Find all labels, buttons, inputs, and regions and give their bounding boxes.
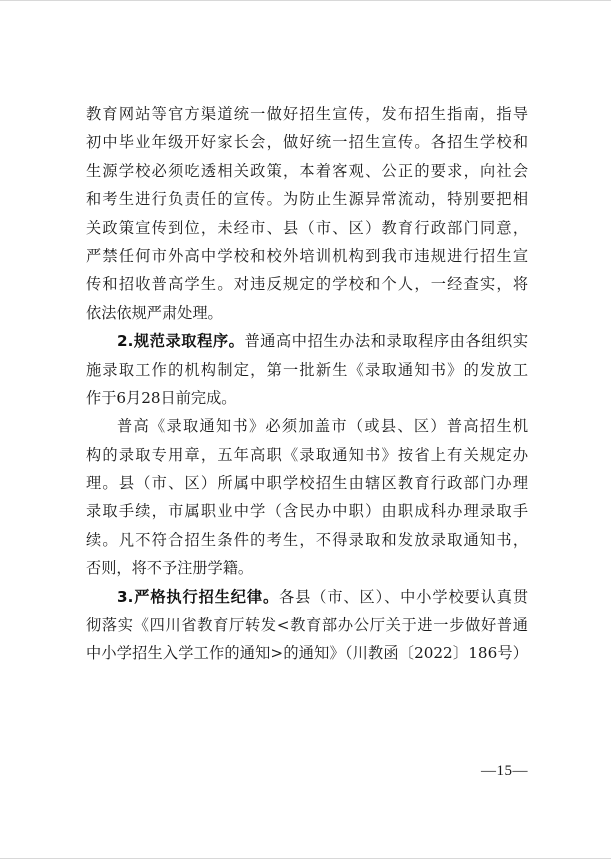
document-body (86, 100, 528, 668)
text-line: 否则，将不予注册学籍。 (86, 559, 254, 578)
text-line: 施录取工作的机构制定，第一批新生《录取通知书》的发放工 (86, 360, 528, 379)
text-line: 作于6月28日前完成。 (86, 388, 237, 407)
text-run: 各县（市、区）、中小学校要认真贯 (279, 587, 529, 606)
text-line: 教育网站等官方渠道统一做好招生宣传，发布招生指南，指导 (86, 105, 528, 123)
text-run: 普通高中招生办法和录取程序由各组织实 (244, 332, 529, 351)
section-heading: 3.严格执行招生纪律。 (117, 587, 280, 606)
page-number: —15— (481, 763, 528, 779)
text-line: 初中毕业年级开好家长会，做好统一招生宣传。各招生学校和 (86, 133, 528, 152)
text-line: 理。县（市、区）所属中职学校招生由辖区教育行政部门办理 (86, 474, 528, 493)
text-line: 中小学招生入学工作的通知>的通知》（川教函〔2022〕186号） (86, 644, 528, 663)
text-line: 关政策宣传到位，未经市、县（市、区）教育行政部门同意， (86, 218, 528, 237)
section-heading: 2.规范录取程序。 (117, 332, 245, 351)
text-line: 严禁任何市外高中学校和校外培训机构到我市违规进行招生宣 (86, 246, 528, 265)
text-line: 传和招收普高学生。对违反规定的学校和个人，一经查实，将 (86, 275, 528, 294)
text-line: 生源学校必须吃透相关政策，本着客观、公正的要求，向社会 (86, 161, 528, 180)
text-line: 和考生进行负责任的宣传。为防止生源异常流动，特别要把相 (86, 190, 528, 209)
text-line (86, 327, 528, 355)
paragraph-admission-notice (86, 412, 528, 582)
text-line (86, 583, 528, 611)
text-line: 普高《录取通知书》必须加盖市（或县、区）普高招生机 (117, 417, 528, 436)
text-line: 录取手续，市属职业中学（含民办中职）由职成科办理录取手 (86, 502, 528, 521)
text-line: 续。凡不符合招生条件的考生，不得录取和发放录取通知书， (86, 530, 528, 549)
text-line: 彻落实《四川省教育厅转发<教育部办公厅关于进一步做好普通 (86, 616, 528, 635)
text-line: 依法依规严肃处理。 (86, 303, 223, 322)
text-line: 构的录取专用章，五年高职《录取通知书》按省上有关规定办 (86, 445, 528, 464)
paragraph-enrollment-discipline (86, 583, 528, 668)
paragraph-publicity (86, 100, 528, 327)
paragraph-admission-procedure (86, 327, 528, 412)
